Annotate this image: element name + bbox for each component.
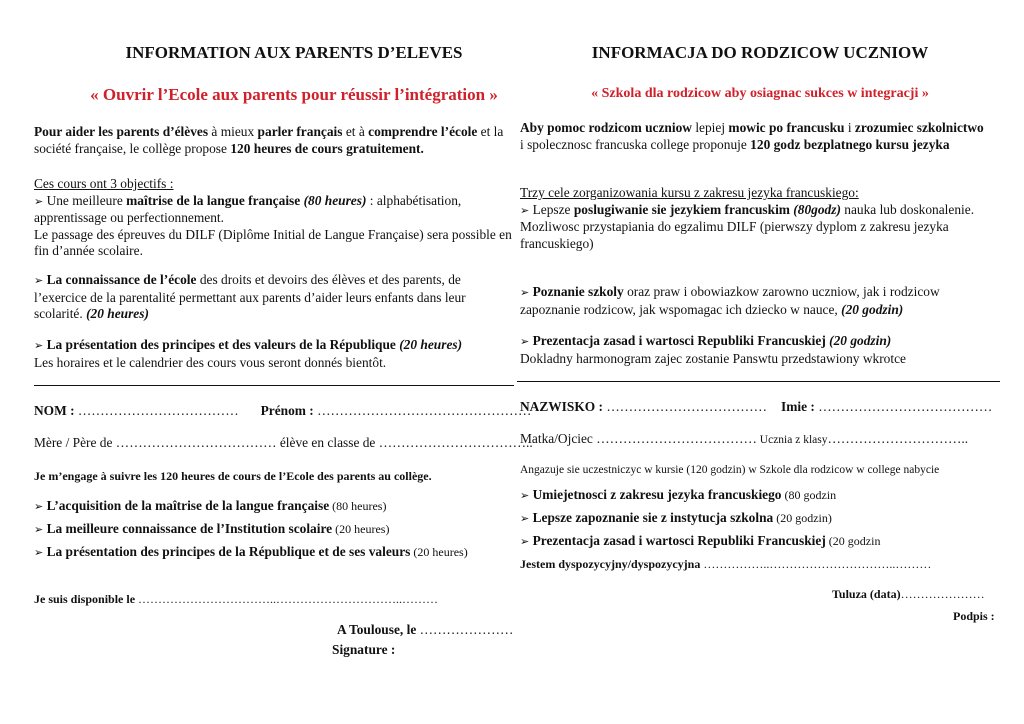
arrow-icon: ➢ <box>520 335 530 348</box>
pl-objectives-heading: Trzy cele zorganizowania kursu z zakresu jezyka francuskiego: <box>520 185 859 200</box>
pl-objectives <box>520 185 990 252</box>
fr-intro-6: et la société française, le collège propose <box>34 124 504 156</box>
fr-obj3-hours: (20 heures) <box>395 337 463 352</box>
fr-title: INFORMATION AUX PARENTS D’ELEVES <box>125 43 463 62</box>
pl-obj2-b: oraz praw i obowiazkow zarowno uczniow, jak i rodzicow zapoznanie rodzicow, jak wspomagac ich dziecko w nauce, <box>520 284 940 317</box>
pl-nazwisko-field[interactable]: ……………………………… <box>602 399 768 414</box>
pl-dispo-field[interactable]: ……………..…………………………..……… <box>700 557 932 571</box>
fr-class-field[interactable]: …………………………….. <box>378 435 533 450</box>
pl-intro-7: 120 godz bezplatnego kursu jezyka <box>750 136 950 152</box>
pl-objective-1 <box>520 202 990 220</box>
pl-parent-row <box>520 431 968 449</box>
pl-form-item-1 <box>520 487 836 505</box>
pl-intro-2: lepiej <box>691 120 729 135</box>
pl-obj1-hours: (80godz) <box>789 201 841 217</box>
fr-nom-field[interactable]: ……………………………… <box>74 403 239 418</box>
pl-dispo-label: Jestem dyspozycyjny/dyspozycyjna <box>520 557 701 571</box>
fr-item3-hours: (20 heures) <box>410 545 468 559</box>
fr-obj2-a: La connaissance de l’école <box>46 272 197 287</box>
pl-item1-label: Umiejetnosci z zakresu jezyka francuskiego <box>532 487 782 502</box>
pl-objective-1-note: Mozliwosc przystapiania do egzalimu DILF (pierwszy dyplom z zakresu jezyka francuskiego) <box>520 219 949 251</box>
pl-obj1-b: poslugiwanie sie jezykiem francuskim <box>573 201 790 217</box>
fr-item1-label: L’acquisition de la maîtrise de la langue française <box>46 498 330 513</box>
fr-date-field[interactable]: ………………… <box>416 622 514 637</box>
pl-obj1-a: Lepsze <box>529 201 574 217</box>
fr-dispo-label: Je suis disponible le <box>34 592 136 606</box>
fr-subtitle: « Ouvrir l’Ecole aux parents pour réussir l’intégration » <box>90 85 498 104</box>
fr-intro-3: parler français <box>257 124 343 139</box>
pl-divider <box>517 381 1000 382</box>
fr-obj3-a: La présentation des principes et des valeurs de la République <box>46 337 396 352</box>
arrow-icon: ➢ <box>34 194 44 208</box>
pl-item2-label: Lepsze zapoznanie sie z instytucja szkolna <box>532 510 774 525</box>
fr-engagement: Je m’engage à suivre les 120 heures de cours de l’Ecole des parents au collège. <box>34 469 432 483</box>
fr-intro-2: à mieux <box>208 124 258 139</box>
fr-prenom-label: Prénom : <box>260 403 314 418</box>
fr-intro-7: 120 heures de cours gratuitement. <box>230 140 424 156</box>
fr-obj1-b: maîtrise de la langue française <box>126 192 301 208</box>
fr-nom-label: NOM : <box>34 403 75 418</box>
arrow-icon: ➢ <box>520 535 530 548</box>
fr-intro-5: comprendre l’école <box>368 124 478 139</box>
fr-parent-row <box>34 435 533 452</box>
arrow-icon: ➢ <box>34 523 44 536</box>
pl-nazwisko-label: NAZWISKO : <box>520 399 603 414</box>
pl-obj2-hours: (20 godzin) <box>841 301 904 317</box>
fr-signature: Signature : <box>332 642 396 657</box>
pl-availability-row <box>520 557 931 572</box>
pl-place-row <box>832 587 985 602</box>
arrow-icon: ➢ <box>34 339 44 352</box>
fr-obj1-d: : alphabétisation, apprentissage ou perfectionnement. <box>34 192 462 225</box>
pl-place-label: Tuluza (data) <box>832 587 901 601</box>
fr-obj1-hours: (80 heures) <box>303 192 367 208</box>
arrow-icon: ➢ <box>34 274 44 287</box>
pl-intro-3: mowic po francusku <box>728 120 845 135</box>
pl-subtitle: « Szkola dla rodzicow aby osiagnac sukces w integracji » <box>591 86 929 101</box>
pl-parent-label: Matka/Ojciec <box>520 431 597 446</box>
fr-form-item-1 <box>34 498 386 516</box>
fr-item1-hours: (80 heures) <box>329 499 387 513</box>
pl-intro-5: zrozumiec szkolnictwo <box>854 120 984 135</box>
fr-item3-label: La présentation des principes de la République et de ses valeurs <box>46 544 411 559</box>
fr-objective-2 <box>34 272 514 323</box>
pl-item2-hours: (20 godzin) <box>773 511 832 525</box>
fr-objective-1 <box>34 193 514 227</box>
fr-place-row <box>337 622 513 639</box>
fr-parent-field[interactable]: ……………………………… <box>115 435 277 450</box>
pl-name-row <box>520 399 992 416</box>
pl-signature: Podpis : <box>953 609 995 623</box>
fr-item2-label: La meilleure connaissance de l’Institution scolaire <box>46 521 333 536</box>
arrow-icon: ➢ <box>520 489 530 502</box>
pl-obj1-d: nauka lub doskonalenie. <box>840 201 975 217</box>
pl-class-field[interactable]: ………………………….. <box>827 431 969 446</box>
fr-class-label: élève en classe de <box>276 435 379 450</box>
pl-title: INFORMACJA DO RODZICOW UCZNIOW <box>591 43 929 62</box>
pl-parent-field[interactable]: ……………………………… <box>596 431 757 446</box>
pl-item3-label: Prezentacja zasad i wartosci Republiki Francuskiej <box>532 533 826 548</box>
pl-date-field[interactable]: ………………… <box>900 587 985 601</box>
fr-schedule: Les horaires et le calendrier des cours vous seront donnés bientôt. <box>34 354 387 370</box>
arrow-icon: ➢ <box>34 546 44 559</box>
arrow-icon: ➢ <box>34 500 44 513</box>
pl-class-label: Ucznia z klasy <box>756 434 828 446</box>
fr-intro-1: Pour aider les parents d’élèves <box>34 124 209 139</box>
pl-item1-hours: (80 godzin <box>781 488 837 502</box>
fr-availability-row <box>34 592 438 607</box>
arrow-icon: ➢ <box>520 286 530 299</box>
fr-objectives-heading: Ces cours ont 3 objectifs : <box>34 176 174 191</box>
pl-engagement: Angazuje sie uczestniczyc w kursie (120 godzin) w Szkole dla rodzicow w college nabycie <box>520 464 940 476</box>
pl-obj3-hours: (20 godzin) <box>825 333 892 348</box>
fr-obj2-b: des droits et devoirs des élèves et des parents, de l’exercice de la parentalité permettant aux parents d’aider leurs enfants dans leur scolarité. <box>34 272 466 321</box>
pl-form-item-2 <box>520 510 832 528</box>
fr-objective-1-note: Le passage des épreuves du DILF (Diplôme Initial de Langue Française) sera possible en fin d’année scolaire. <box>34 226 512 258</box>
fr-dispo-field[interactable]: ……………………………..…………………………..……… <box>135 592 439 606</box>
fr-form-item-2 <box>34 521 389 539</box>
pl-objective-2 <box>520 284 990 318</box>
fr-obj2-hours: (20 heures) <box>86 306 149 321</box>
pl-imie-label: Imie : <box>781 399 815 414</box>
pl-intro-6: i spolecznosc francuska college proponuje <box>520 136 751 152</box>
arrow-icon: ➢ <box>520 512 530 525</box>
pl-form-item-3 <box>520 533 880 551</box>
fr-intro-4: et à <box>342 124 369 139</box>
fr-divider <box>34 385 514 386</box>
fr-prenom-field[interactable]: ………………………………………… <box>313 403 532 418</box>
pl-item3-hours: (20 godzin <box>825 534 881 548</box>
fr-parent-label: Mère / Père de <box>34 435 116 450</box>
pl-obj2-a: Poznanie szkoly <box>532 284 624 299</box>
fr-obj1-a: Une meilleure <box>43 192 127 208</box>
fr-item2-hours: (20 heures) <box>332 522 390 536</box>
fr-form-item-3 <box>34 544 468 562</box>
pl-intro-4: i <box>844 120 855 135</box>
pl-intro-1: Aby pomoc rodzicom uczniow <box>520 120 692 135</box>
fr-objectives <box>34 176 514 260</box>
pl-obj3-a: Prezentacja zasad i wartosci Republiki Francuskiej <box>532 333 826 348</box>
fr-place-label: A Toulouse, le <box>337 622 417 637</box>
arrow-icon: ➢ <box>520 203 530 217</box>
fr-name-row <box>34 403 531 420</box>
pl-intro <box>520 120 990 153</box>
pl-schedule: Dokladny harmonogram zajec zostanie Panswtu przedstawiony wkrotce <box>520 350 906 366</box>
fr-objective-3 <box>34 337 514 371</box>
pl-imie-field[interactable]: ………………………………… <box>814 399 993 414</box>
fr-intro <box>34 124 514 157</box>
pl-objective-3 <box>520 333 990 367</box>
